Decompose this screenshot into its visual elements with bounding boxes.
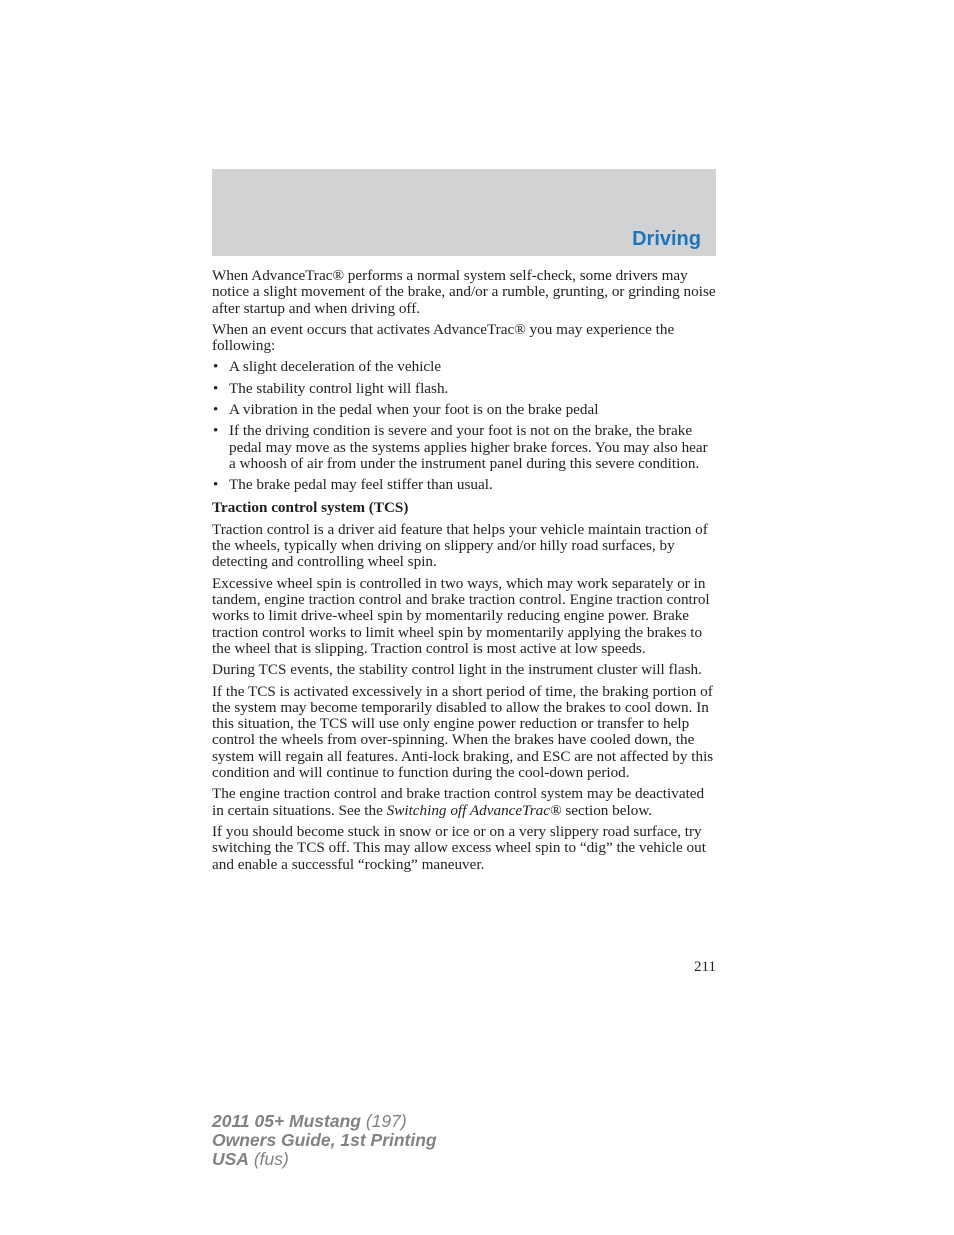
footer-model: 2011 05+ Mustang <box>212 1111 361 1131</box>
list-item <box>212 423 716 472</box>
footer-market-code: (fus) <box>248 1149 289 1169</box>
paragraph-deactivation <box>212 786 716 819</box>
footer-model-code: (197) <box>360 1111 407 1131</box>
page-number: 211 <box>694 959 716 975</box>
subheading-tcs: Traction control system (TCS) <box>212 498 409 516</box>
list-item <box>212 381 716 397</box>
list-item-text: If the driving condition is severe and your foot is not on the brake, the brake pedal may move as the systems applies higher brake forces. You may also hear a whoosh of air from under the instrument panel during this severe condition. <box>229 422 708 472</box>
footer-market: USA <box>212 1149 249 1169</box>
list-item <box>212 359 716 375</box>
paragraph-tcs-events: During TCS events, the stability control light in the instrument cluster will flash. <box>212 661 702 679</box>
page-content <box>212 268 716 878</box>
footer-guide: Owners Guide, 1st Printing <box>212 1130 437 1150</box>
section-title: Driving <box>632 228 701 250</box>
deactivation-text-end: section below. <box>561 801 653 819</box>
cross-reference: Switching off AdvanceTrac® <box>386 801 562 819</box>
footer-line-market <box>212 1150 437 1169</box>
paragraph-stuck: If you should become stuck in snow or ice or on a very slippery road surface, try switching the TCS off. This may allow excess wheel spin to “dig” the vehicle out and enable a successful “rocking” maneuver. <box>212 822 706 873</box>
deactivation-text: The engine traction control and brake traction control system may be deactivated in certain situations. See the <box>212 785 705 819</box>
list-item-text: The brake pedal may feel stiffer than usual. <box>229 476 493 494</box>
list-item <box>212 477 716 493</box>
bullet-icon: • <box>213 476 219 494</box>
list-item-text: A vibration in the pedal when your foot is on the brake pedal <box>229 401 599 419</box>
paragraph-event-intro: When an event occurs that activates AdvanceTrac® you may experience the following: <box>212 320 675 355</box>
paragraph-self-check: When AdvanceTrac® performs a normal system self-check, some drivers may notice a slight movement of the brake, and/or a rumble, grunting, or grinding noise after startup and when driving off. <box>212 267 716 317</box>
list-item <box>212 402 716 418</box>
bullet-icon: • <box>213 358 219 376</box>
footer-line-model <box>212 1112 437 1131</box>
list-item-text: A slight deceleration of the vehicle <box>229 358 442 376</box>
paragraph-tcs-intro: Traction control is a driver aid feature that helps your vehicle maintain traction of the wheels, typically when driving on slippery and/or hilly road surfaces, by detecting and controlling wheel spin. <box>212 520 708 571</box>
bullet-icon: • <box>213 422 219 440</box>
bullet-list <box>212 359 716 493</box>
paragraph-tcs-excessive: If the TCS is activated excessively in a short period of time, the braking portion of the system may become temporarily disabled to allow the brakes to cool down. In this situation, the TCS will use only engine power reduction or transfer to help control the wheels from over-spinning. When the brakes have cooled down, the system will regain all features. Anti-lock braking, and ESC are not affected by this condition and will continue to function during the cool-down period. <box>212 682 714 782</box>
bullet-icon: • <box>213 379 219 397</box>
list-item-text: The stability control light will flash. <box>229 379 449 397</box>
footer-line-guide <box>212 1131 437 1150</box>
paragraph-wheel-spin: Excessive wheel spin is controlled in two ways, which may work separately or in tandem, engine traction control and brake traction control. Engine traction control works to limit drive-wheel spin by momentarily reducing engine power. Brake traction control works to limit wheel spin by momentarily applying the brakes to the wheel that is slipping. Traction control is most active at low speeds. <box>212 574 710 657</box>
footer-print-info <box>212 1112 437 1169</box>
bullet-icon: • <box>213 401 219 419</box>
section-header-band <box>212 169 716 256</box>
